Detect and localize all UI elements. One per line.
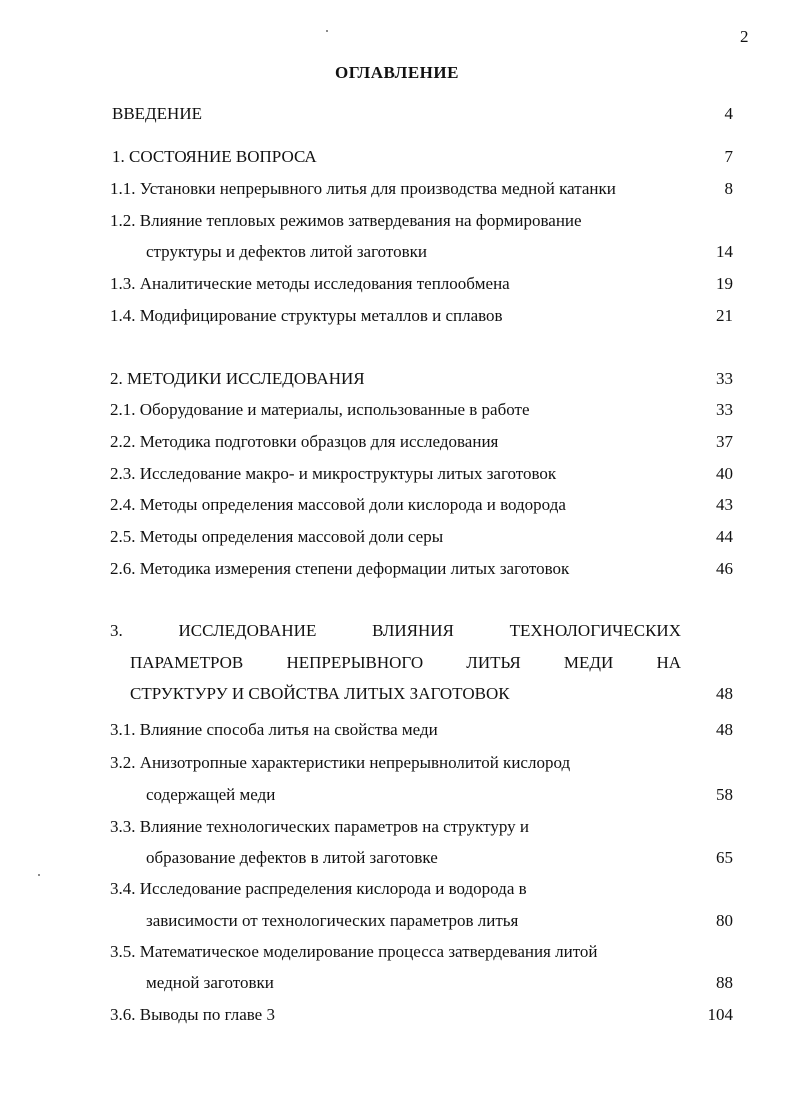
toc-entry-3-5-continuation[interactable]: медной заготовки (146, 973, 274, 992)
toc-entry-chapter-3-line-2[interactable] (130, 653, 681, 673)
toc-entry-chapter-3-continuation[interactable]: СТРУКТУРУ И СВОЙСТВА ЛИТЫХ ЗАГОТОВОК (130, 684, 510, 703)
toc-page-number: 46 (716, 559, 733, 578)
toc-page-number: 7 (724, 147, 733, 166)
scan-speck (326, 30, 328, 32)
toc-word: НЕПРЕРЫВНОГО (286, 653, 424, 672)
toc-entry-3-1[interactable]: 3.1. Влияние способа литья на свойства меди (110, 720, 438, 739)
toc-word: ЛИТЬЯ (466, 653, 521, 672)
toc-page-number: 37 (716, 432, 733, 451)
toc-page-number: 33 (716, 369, 733, 388)
toc-entry-chapter-3-line-1[interactable] (110, 621, 681, 641)
toc-page-number: 48 (716, 684, 733, 703)
toc-word: МЕДИ (563, 653, 614, 672)
toc-entry-introduction[interactable]: ВВЕДЕНИЕ (112, 104, 202, 123)
toc-entry-3-2-continuation[interactable]: содержащей меди (146, 785, 276, 804)
toc-entry-1-1[interactable]: 1.1. Установки непрерывного литья для производства медной катанки (110, 179, 616, 198)
toc-entry-2-6[interactable]: 2.6. Методика измерения степени деформации литых заготовок (110, 559, 570, 578)
toc-page-number: 40 (716, 464, 733, 483)
toc-entry-3-4[interactable]: 3.4. Исследование распределения кислорода и водорода в (110, 879, 527, 898)
toc-entry-3-6[interactable]: 3.6. Выводы по главе 3 (110, 1005, 275, 1024)
toc-word: ТЕХНОЛОГИЧЕСКИХ (509, 621, 681, 640)
toc-word: 3. (110, 621, 123, 640)
toc-page-number: 43 (716, 495, 733, 514)
toc-page-number: 21 (716, 306, 733, 325)
toc-page-number: 33 (716, 400, 733, 419)
toc-page-number: 8 (724, 179, 733, 198)
toc-word: НА (656, 653, 681, 672)
toc-page-number: 80 (716, 911, 733, 930)
toc-page-number: 58 (716, 785, 733, 804)
toc-entry-2-1[interactable]: 2.1. Оборудование и материалы, использованные в работе (110, 400, 530, 419)
toc-entry-2-4[interactable]: 2.4. Методы определения массовой доли кислорода и водорода (110, 495, 566, 514)
toc-page-number: 4 (724, 104, 733, 123)
toc-entry-chapter-2[interactable]: 2. МЕТОДИКИ ИССЛЕДОВАНИЯ (110, 369, 365, 388)
toc-entry-3-5[interactable]: 3.5. Математическое моделирование процесса затвердевания литой (110, 942, 598, 961)
toc-entry-1-4[interactable]: 1.4. Модифицирование структуры металлов и сплавов (110, 306, 503, 325)
toc-page-number: 104 (707, 1005, 733, 1024)
page-number: 2 (740, 27, 749, 46)
toc-entry-3-3[interactable]: 3.3. Влияние технологических параметров на структуру и (110, 817, 529, 836)
toc-page-number: 19 (716, 274, 733, 293)
scan-speck (38, 874, 40, 876)
toc-entry-1-3[interactable]: 1.3. Аналитические методы исследования теплообмена (110, 274, 510, 293)
page-title: ОГЛАВЛЕНИЕ (335, 63, 459, 82)
toc-word: ВЛИЯНИЯ (372, 621, 454, 640)
toc-entry-1-2-continuation[interactable]: структуры и дефектов литой заготовки (146, 242, 428, 261)
toc-entry-3-2[interactable]: 3.2. Анизотропные характеристики непрерывнолитой кислород (110, 753, 571, 772)
toc-entry-3-3-continuation[interactable]: образование дефектов в литой заготовке (146, 848, 438, 867)
toc-word: ИССЛЕДОВАНИЕ (178, 621, 317, 640)
toc-page-number: 44 (716, 527, 733, 546)
toc-page-number: 88 (716, 973, 733, 992)
toc-entry-2-5[interactable]: 2.5. Методы определения массовой доли серы (110, 527, 444, 546)
toc-page-number: 48 (716, 720, 733, 739)
toc-entry-2-2[interactable]: 2.2. Методика подготовки образцов для исследования (110, 432, 499, 451)
toc-page-number: 65 (716, 848, 733, 867)
toc-entry-2-3[interactable]: 2.3. Исследование макро- и микроструктуры литых заготовок (110, 464, 557, 483)
toc-word: ПАРАМЕТРОВ (130, 653, 244, 672)
toc-entry-chapter-1[interactable]: 1. СОСТОЯНИЕ ВОПРОСА (112, 147, 317, 166)
toc-entry-3-4-continuation[interactable]: зависимости от технологических параметров литья (146, 911, 519, 930)
toc-page-number: 14 (716, 242, 733, 261)
toc-entry-1-2[interactable]: 1.2. Влияние тепловых режимов затвердевания на формирование (110, 211, 582, 230)
